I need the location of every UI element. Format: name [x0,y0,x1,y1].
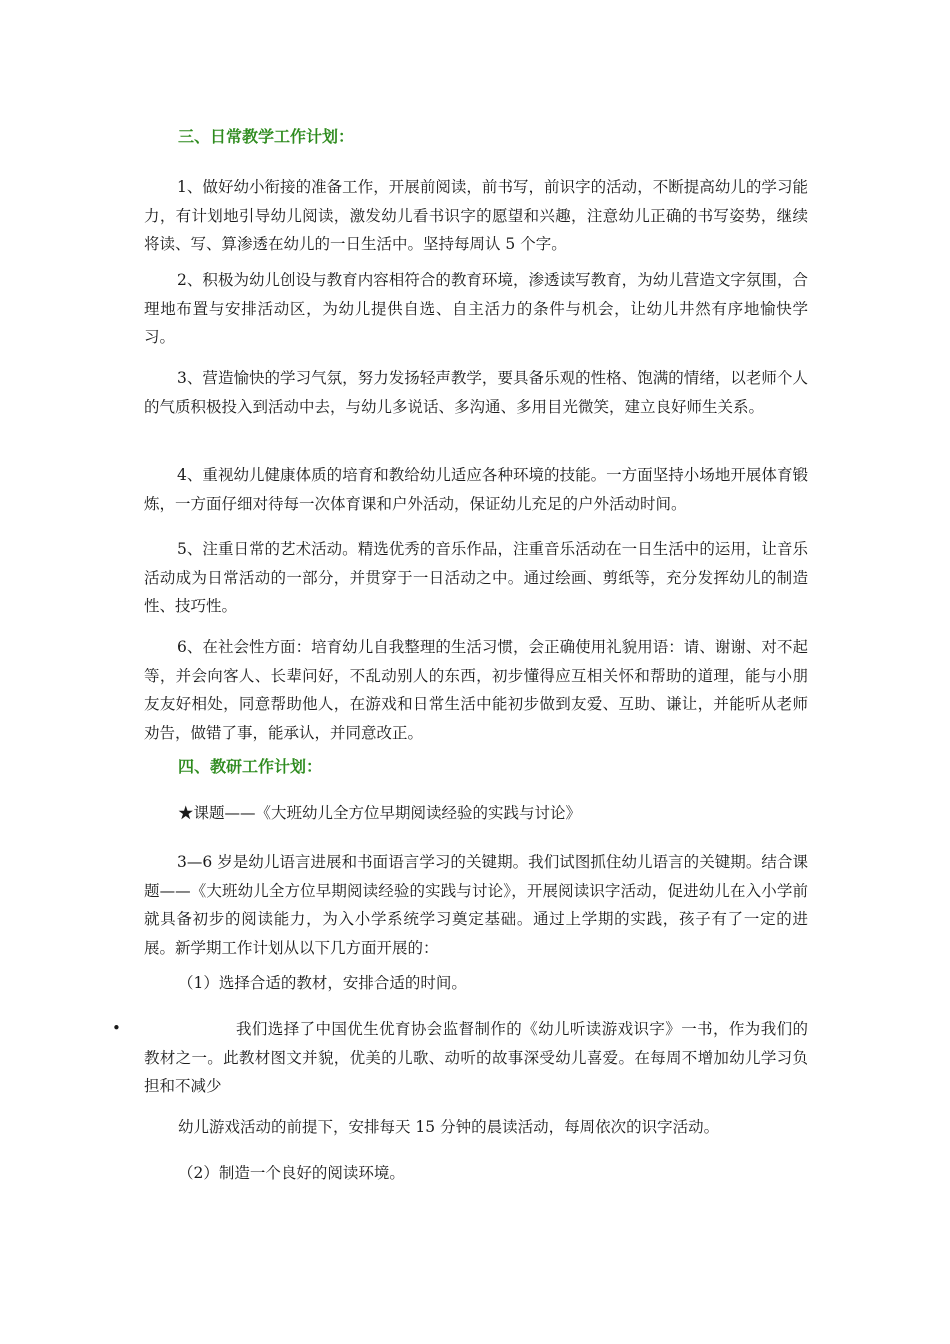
paragraph-3: 3、营造愉快的学习气氛，努力发扬轻声教学，要具备乐观的性格、饱满的情绪，以老师个人的气质积极投入到活动中去，与幼儿多说话、多沟通、多用目光微笑，建立良好师生关系。 [144,369,808,416]
paragraph-2: 2、积极为幼儿创设与教育内容相符合的教育环境，渗透读写教育，为幼儿营造文字氛围，合理地布置与安排活动区，为幼儿提供自选、自主活力的条件与机会，让幼儿井然有序地愉快学习。 [144,271,808,346]
paragraph-7: 3—6 岁是幼儿语言进展和书面语言学习的关键期。我们试图抓住幼儿语言的关键期。结合课题——《大班幼儿全方位早期阅读经验的实践与讨论》，开展阅读识字活动，促进幼儿在入小学前就具备初步的阅读能力，为入小学系统学习奠定基础。通过上学期的实践，孩子有了一定的进展。新学期工作计划从以下几方面开展的： [144,853,808,957]
section-heading-research: 四、教研工作计划： [178,757,323,776]
paragraph-8: 我们选择了中国优生优育协会监督制作的《幼儿听读游戏识字》一书，作为我们的教材之一。此教材图文并貌，优美的儿歌、动听的故事深受幼儿喜爱。在每周不增加幼儿学习负担和不减少 [144,1020,808,1095]
bullet-point: • [112,1019,121,1037]
paragraph-9: 幼儿游戏活动的前提下，安排每天 15 分钟的晨读活动，每周依次的识字活动。 [178,1118,720,1136]
list-item-2: （2）制造一个良好的阅读环境。 [178,1164,405,1182]
list-item-1: （1）选择合适的教材，安排合适的时间。 [178,974,467,992]
paragraph-6: 6、在社会性方面：培育幼儿自我整理的生活习惯，会正确使用礼貌用语：请、谢谢、对不起等，并会向客人、长辈问好，不乱动别人的东西，初步懂得应互相关怀和帮助的道理，能与小朋友友好相处，同意帮助他人，在游戏和日常生活中能初步做到友爱、互助、谦让，并能听从老师劝告，做错了事，能承认，并同意改正。 [144,638,808,742]
paragraph-4: 4、重视幼儿健康体质的培育和教给幼儿适应各种环境的技能。一方面坚持小场地开展体育锻炼，一方面仔细对待每一次体育课和户外活动，保证幼儿充足的户外活动时间。 [144,466,808,513]
research-topic: ★课题——《大班幼儿全方位早期阅读经验的实践与讨论》 [178,804,582,822]
paragraph-5: 5、注重日常的艺术活动。精选优秀的音乐作品，注重音乐活动在一日生活中的运用，让音乐活动成为日常活动的一部分，并贯穿于一日活动之中。通过绘画、剪纸等，充分发挥幼儿的制造性、技巧性。 [144,540,808,615]
paragraph-1: 1、做好幼小衔接的准备工作，开展前阅读，前书写，前识字的活动，不断提高幼儿的学习能力，有计划地引导幼儿阅读，激发幼儿看书识字的愿望和兴趣，注意幼儿正确的书写姿势，继续将读、写、算渗透在幼儿的一日生活中。坚持每周认 5 个字。 [144,178,808,253]
section-heading-daily-teaching: 三、日常教学工作计划： [178,127,355,146]
